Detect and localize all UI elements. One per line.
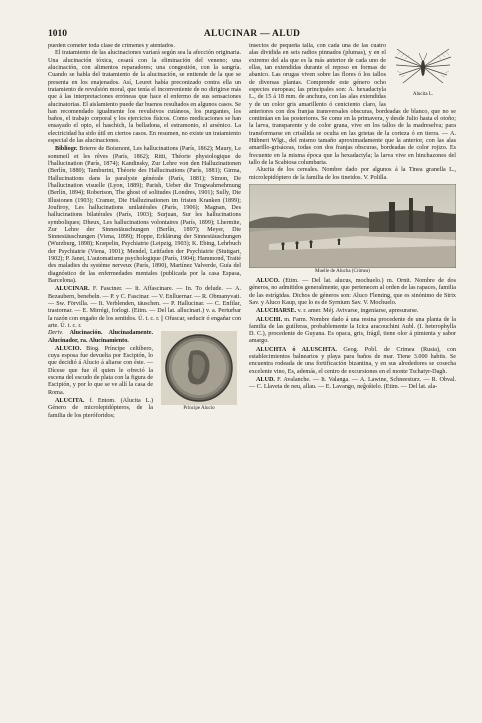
entry-heading-alucita: ALUCITA. <box>55 398 85 404</box>
entry-alucinar <box>48 286 241 330</box>
entry-heading-alucinar: ALUCINAR. <box>55 286 90 293</box>
entry-alucita-cereales: Alucita de los cereales. Nombre dado por algunos á la Tinea granella L., microlepidóptero de la familia de los tineidos. V. Polilla. <box>249 167 456 181</box>
figure-caption: Muelle de Alucha (Crimea) <box>315 268 370 274</box>
entry-heading-alucharse: ALUCHARSE. <box>256 308 297 315</box>
entry-aluchi <box>249 317 456 346</box>
entry-text-alucinar: F. Fasciner. — It. Affascinare. — In. To delude. — A. Bezaubern, benebeln. — P. y C. Fascinar. — V. Enlluernar. — R. Obmanyvati. — Sw. Förvilla. — It. Verblenden, täuschen. — P. Hallucinar. — C. Enfilar, trastornar. — E. Mirrégi, forlogi. (Etim. — Del lat. allucinari.) v. a. Perturbar la razón con engaño de los sentidos. Ú. t. c. r. || Ofuscar, seducir ó engañar con arte. Ú. t. c. r. <box>48 286 241 329</box>
entry-text-alucharse: v. r. amer. Méj. Avivarse, ingeniarse, apresurarse. <box>297 308 419 315</box>
entry-alucharse <box>249 308 456 315</box>
entry-text-aluco: (Etim. — Del lat. alucus, mochuelo.) m. Ornit. Nombre de dos géneros, no admitidos generalmente, que pertenecen al orden de las rapaces, familia de las estrígidas. Dichos de géneros son: Aluco Fleming, que es sinónimo de Strix Sav. y Aluco Kaup, que lo es de Syrnium Sav. V. Mochuelo. <box>249 277 456 306</box>
entry-heading-aluchi: ALUCHI. <box>256 316 283 323</box>
right-column <box>249 43 456 708</box>
coin-portrait-image <box>161 331 237 405</box>
moth-illustration <box>393 43 453 91</box>
bibliography-heading: Bibliogr. <box>55 146 78 153</box>
entry-aluco <box>249 278 456 307</box>
entry-aluchta <box>249 347 456 376</box>
entry-text-alucio: Biog. Príncipe celtíbero, cuya esposa fue devuelta por Escipión, lo que decidió á Alucio á aliarse con éste. — Dícese que fue él quien le ofreció la escena del escudo de plata con la figura de Escipión, y por lo que se ve allí la casa de Roma. <box>48 345 153 396</box>
entry-text-alucita: f. Entom. (Alucita L.) Género de microlepidópteros, de la familia de los pteróforidos; <box>48 398 153 419</box>
left-column <box>48 43 241 708</box>
figure-principe-alucio <box>157 331 241 415</box>
entry-heading-aluco: ALUCO. <box>256 277 280 284</box>
page-header <box>48 29 456 41</box>
figure-caption: Príncipe Alucio <box>183 406 215 412</box>
bibliography-text: Brierre de Boismont, Les hallucinations (París, 1862); Maury, Le sommeil et les rêves (París, 1862); Ritti, Théorie physiologique de l'hallucination (París, 1874); Kandinsky, Zur Lehre von den Halluzinationen (Berlín, 1880); Tamburini, Théorie des Hallucinations (París, 1881); Girma, Hallucinations dans la paralysie générale (París, 1881); Simon, De l'hallucination visuelle (Lyon, 1889); Parish, Ueber die Trugwahrnehmung (Berlín, 1894); Robertson, The ghost of solitudes (Londres, 1901); Sully, Die Illusionen (1903); Cramer, Die Halluzinationen im fristen Kranken (1899); Joufiroy, Les hallucinations unilatérales (París, 1906); Magnan, Des hallucinations bilatérales (París, 1903); Surjuan, Sur les hallucinations symboliques; Dheux, Les hallucinations volontaires (París, 1899); Lhermite, Zur Lehre der Sinnestäuschungen (Berlín, 1897); Meyer, Die Sinnestäuschungen (Viena, 1899); Hoppe, Erklärung der Sinnestäuschungen (Wurzburg, 1898); Kræpelin, Psychiatrie (Leipzig, 1903); K. Ebing, Lehrbuch der Psychiatrie (Viena, 1901); Mendel, Leitfaden der Psychiatrie (Stuttgart, 1902); P. Janet, L'automatisme psychologique (París, 1904); Hammond, Traité des maladies du système nerveux (París, 1890), Martínez Valverde, Guía del diagnóstico de las enfermedades mentales (publicada por la casa Espasa, Barcelona). <box>48 146 241 284</box>
bibliography-entry <box>48 146 241 285</box>
entry-heading-aluchta: ALUCHTA ó ALUSCHTA. <box>256 346 337 353</box>
entry-alucita-continued: insectos de pequeña talla, con cada una de las cuatro alas dividida en seis radios pinnados (plumas), y en el extremo del ala que es la más anterior de cada uno de ellas, tan extendidas durante el reposo en formas de abanico. Las orugas viven sobre las flores ó los tallos de diversas plantas. Comprende este género ocho especies europeas; las principales son: A. hexadactyla L., de 15 á 18 mm. de anchura, con las alas extendidas y de un color gris amarillento ó ceniciento claro, las anteriores con dos franjas transversales obscuras, bordeadas de blanco, que no se continúan en las posteriores. Se come en la primavera, y desde Julio hasta el otoño; la larva, transparente y de color grana, vive en los tallos de la madreselva; para transformarse en crisálida se oculta en las grietas de la corteza ó en tierra. — A. Hübneri Wlgt., del mismo tamaño aproximadamente que la anterior, con las alas amarillo-grisáceas, todas con dos franjas obscuras, bordeadas de color rojizo. Es frecuente en la misma época que la hexadactyla; la larva vive en hinchazones del tallo de la Scabiosa columbaria. <box>249 43 456 166</box>
entry-alud <box>249 377 456 392</box>
figure-alucita <box>390 43 456 101</box>
paragraph-treatment: El tratamiento de las alucinaciones variará según sea la afección originaria. Una alucinación tóxica, cesará con la eliminación del veneno; una alucinación, con alimentos reparadores; una congestión, con la sangría. Cuando se habla del tratamiento de la alucinación, se entiende de la que se presenta en los enajenados. Así, Leuret había preconizado contra ella un tratamiento de revulsión moral, que tenía el inconveniente de no dirigirse más que á las interpretaciones erróneas que hace el enfermo de sus sensaciones alucinatorias. El aislamiento puede dar buenos resultados en algunos casos. Se han recomendado igualmente los revulsivos cutáneos, los purgantes, los baños, el trabajo corporal y los ejercicios físicos. Como medicaciones se han ensayado el opio, el haschich, la belladona, el estramonio, el arsénico. La electricidad ha sido útil en ciertos casos. En resumen, no existe un tratamiento especial de las alucinaciones. <box>48 50 241 145</box>
figure-muelle-alucha <box>249 184 456 275</box>
page-number: 1010 <box>48 29 67 39</box>
entry-heading-alucio: ALUCIO. <box>55 345 82 352</box>
derivatives-label: Deriv. <box>48 330 64 337</box>
entry-text-aluchta: Geog. Pobl. de Crimea (Rusia), con establecimientos balnearios y playa para baños de mar. Tiene 3.000 habits. Se encuentra rodeada de una fortificación bizantina, y en sus alrededores se cosecha excelente vino, Es, además, el centro de excursiones en el monte Tschatyr-Dagh. <box>249 346 456 375</box>
paragraph: pueden cometer toda clase de crímenes y atentados. <box>48 43 175 49</box>
derivatives-words: Alucinación. Alucinadamente. Alucinador, ra. Alucinamiento. <box>48 330 153 344</box>
figure-caption: Alucita L. <box>412 92 434 97</box>
entry-text-alud: F. Avalanche. — It. Valanga. — A. Lawine, Schneesturz. — R. Obval. — C. Llaveta de neu, allau. — E. Lavango, neĝoŝtelo. (Etim. — Del lat. ala- <box>249 377 456 391</box>
entry-text-aluchi: m. Farm. Nombre dado á una resina procedente de una planta de la familia de las gutíferas, probablemente la Icica aracouchini Aubl. (I. heterophylla D. C.), procedente de Guyana. Es opaca, gris, frágil, tiene olor á pimienta y sabor amargo. <box>249 316 456 345</box>
entry-heading-alud: ALUD. <box>256 377 275 383</box>
harbour-photograph <box>249 184 456 268</box>
running-title: ALUCINAR — ALUD <box>203 29 301 39</box>
